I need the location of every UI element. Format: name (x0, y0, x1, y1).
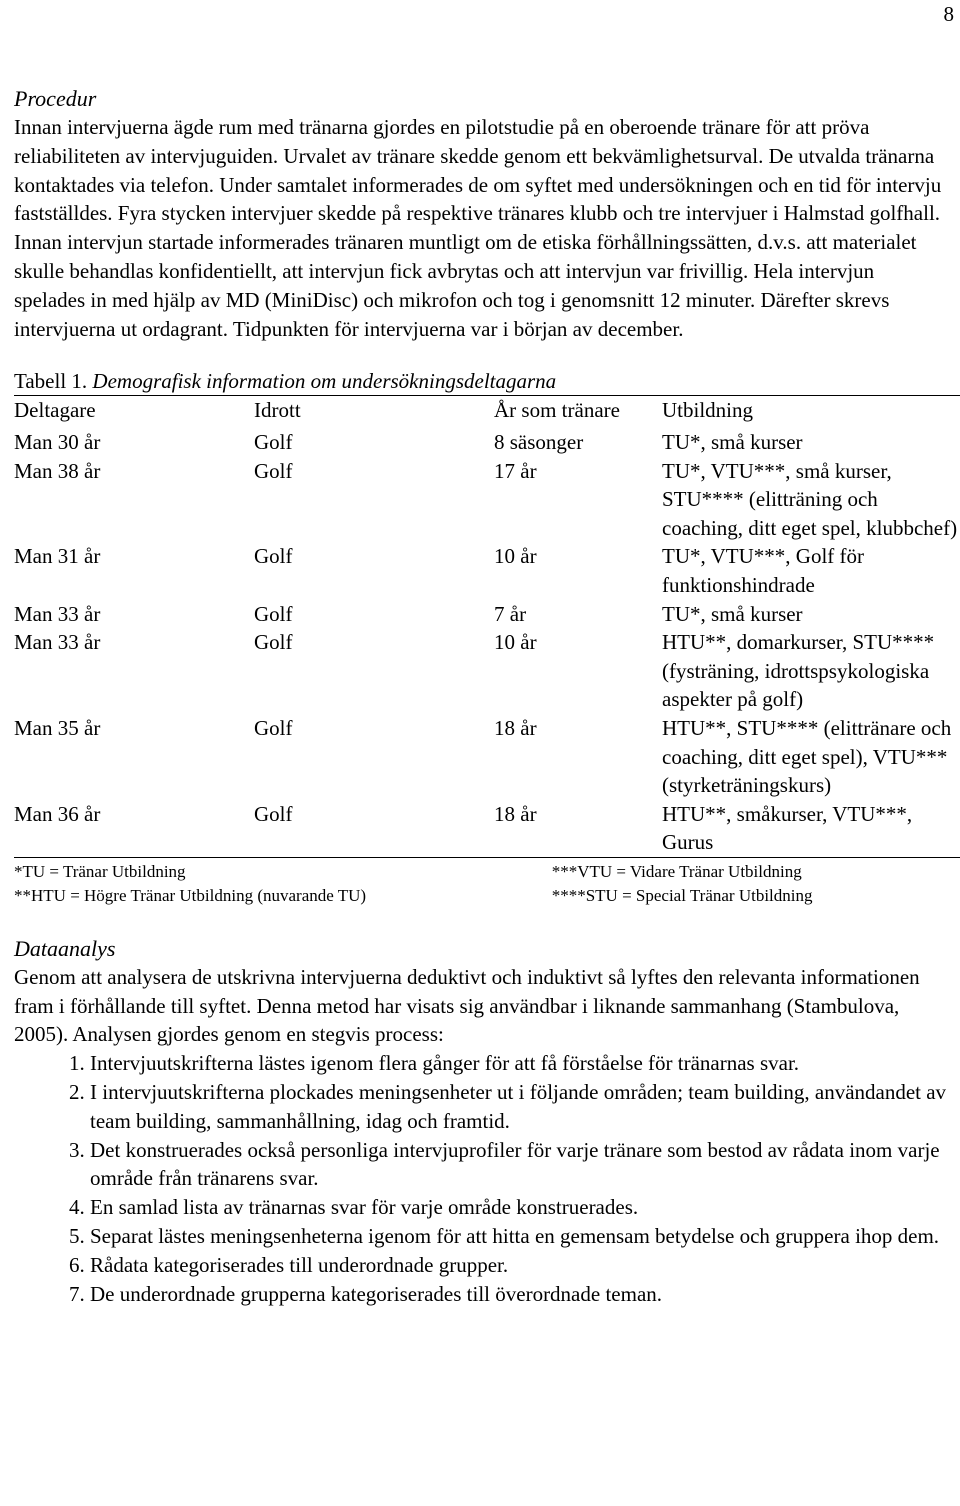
cell-ar: 10 år (494, 544, 537, 569)
table-row (14, 542, 960, 599)
table-row (14, 600, 960, 629)
cell-utbildning: TU*, VTU***, små kurser, STU**** (elitträning och coaching, ditt eget spel, klubbchef) (662, 458, 958, 540)
cell-idrott: Golf (254, 544, 293, 569)
list-item: 1. Intervjuutskrifterna lästes igenom flera gånger för att få förståelse för tränarnas svar. (90, 1049, 950, 1078)
table-header-row (14, 396, 960, 428)
cell-ar: 18 år (494, 715, 537, 740)
cell-deltagare: Man 31 år (14, 544, 101, 569)
cell-idrott: Golf (254, 715, 293, 740)
cell-deltagare: Man 33 år (14, 601, 101, 626)
analysis-paragraph: Genom att analysera de utskrivna intervjuerna deduktivt och induktivt så lyftes den relevanta informationen fram i förhållande till syftet. Denna metod har visats sig användbar i liknande sammanhang (Stambulova, 2005). Analysen gjordes genom en stegvis process: (14, 964, 920, 1047)
cell-utbildning: HTU**, småkurser, VTU***, Gurus (662, 801, 913, 855)
cell-ar: 18 år (494, 801, 537, 826)
header-deltagare: Deltagare (14, 398, 96, 423)
cell-ar: 17 år (494, 458, 537, 483)
table-row (14, 628, 960, 714)
table-footnotes (14, 860, 950, 908)
table-row (14, 800, 960, 858)
cell-idrott: Golf (254, 429, 293, 454)
analysis-heading: Dataanalys (14, 935, 116, 961)
footnote-tu: *TU = Tränar Utbildning (14, 861, 186, 881)
table-row (14, 428, 960, 457)
document-body (14, 84, 958, 1308)
cell-idrott: Golf (254, 458, 293, 483)
cell-deltagare: Man 30 år (14, 429, 101, 454)
cell-ar: 10 år (494, 630, 537, 655)
list-item: 3. Det konstruerades också personliga intervjuprofiler för varje tränare som bestod av rådata inom varje område från tränarens svar. (90, 1136, 950, 1194)
cell-deltagare: Man 38 år (14, 458, 101, 483)
procedure-heading: Procedur (14, 86, 97, 111)
cell-utbildning: HTU**, STU**** (elittränare och coaching, ditt eget spel), VTU*** (styrketräningskurs) (662, 715, 952, 798)
header-ar-som-tranare: År som tränare (494, 398, 620, 423)
cell-ar: 8 säsonger (494, 429, 584, 454)
cell-idrott: Golf (254, 601, 293, 626)
header-idrott: Idrott (254, 398, 301, 423)
footnote-vtu: ***VTU = Vidare Tränar Utbildning (551, 861, 802, 881)
table-row (14, 714, 960, 800)
list-item: 6. Rådata kategoriserades till underordnade grupper. (90, 1251, 950, 1280)
table-caption-label: Tabell 1. (14, 369, 88, 394)
list-item: 4. En samlad lista av tränarnas svar för varje område konstruerades. (90, 1193, 950, 1222)
table-caption-title: Demografisk information om undersökningsdeltagarna (92, 369, 557, 394)
cell-idrott: Golf (254, 630, 293, 655)
header-utbildning: Utbildning (662, 398, 754, 423)
analysis-section (14, 934, 950, 1309)
cell-deltagare: Man 35 år (14, 715, 101, 740)
procedure-paragraph: Innan intervjuerna ägde rum med tränarna gjordes en pilotstudie på en oberoende tränare för att pröva reliabiliteten av intervjuguiden. Urvalet av tränare skedde genom ett bekvämlighetsurval. De utvalda tränarna kontaktades via telefon. Under samtalet informerades de om syftet med undersökningen och en tid för intervju fastställdes. Fyra stycken intervjuer skedde på respektive tränares klubb och tre intervjuer i Halmstad golfhall. Innan intervjun startade informerades tränaren muntligt om de etiska förhållningssätten, d.v.s. att materialet skulle behandlas konfidentiellt, att intervjun fick avbrytas och att intervjun var frivillig. Hela intervjun spelades in med hjälp av MD (MiniDisc) och mikrofon och tog i genomsnitt 12 minuter. Därefter skrevs intervjuerna ut ordagrant. Tidpunkten för intervjuerna var i början av december. (14, 115, 942, 341)
demographics-table (14, 395, 960, 858)
list-item: 7. De underordnade grupperna kategoriserades till överordnade teman. (90, 1280, 950, 1309)
analysis-steps-list (14, 1049, 950, 1308)
cell-deltagare: Man 36 år (14, 801, 101, 826)
cell-deltagare: Man 33 år (14, 630, 101, 655)
footnotes-left (14, 860, 552, 908)
cell-utbildning: TU*, små kurser (662, 429, 803, 454)
table-caption (14, 367, 950, 395)
cell-utbildning: TU*, små kurser (662, 601, 803, 626)
cell-idrott: Golf (254, 801, 293, 826)
footnotes-right (552, 860, 950, 908)
page-number: 8 (943, 2, 954, 26)
table-row (14, 457, 960, 543)
footnote-stu: ****STU = Special Tränar Utbildning (551, 885, 813, 905)
cell-utbildning: HTU**, domarkurser, STU**** (fysträning, idrottspsykologiska aspekter på golf) (662, 630, 935, 712)
footnote-htu: **HTU = Högre Tränar Utbildning (nuvarande TU) (14, 885, 367, 905)
cell-utbildning: TU*, VTU***, Golf för funktionshindrade (662, 544, 865, 597)
cell-ar: 7 år (494, 601, 527, 626)
list-item: 2. I intervjuutskrifterna plockades meningsenheter ut i följande områden; team building, användandet av team building, sammanhållning, idag och framtid. (90, 1078, 950, 1136)
list-item: 5. Separat lästes meningsenheterna igenom för att hitta en gemensam betydelse och gruppera ihop dem. (90, 1222, 950, 1251)
